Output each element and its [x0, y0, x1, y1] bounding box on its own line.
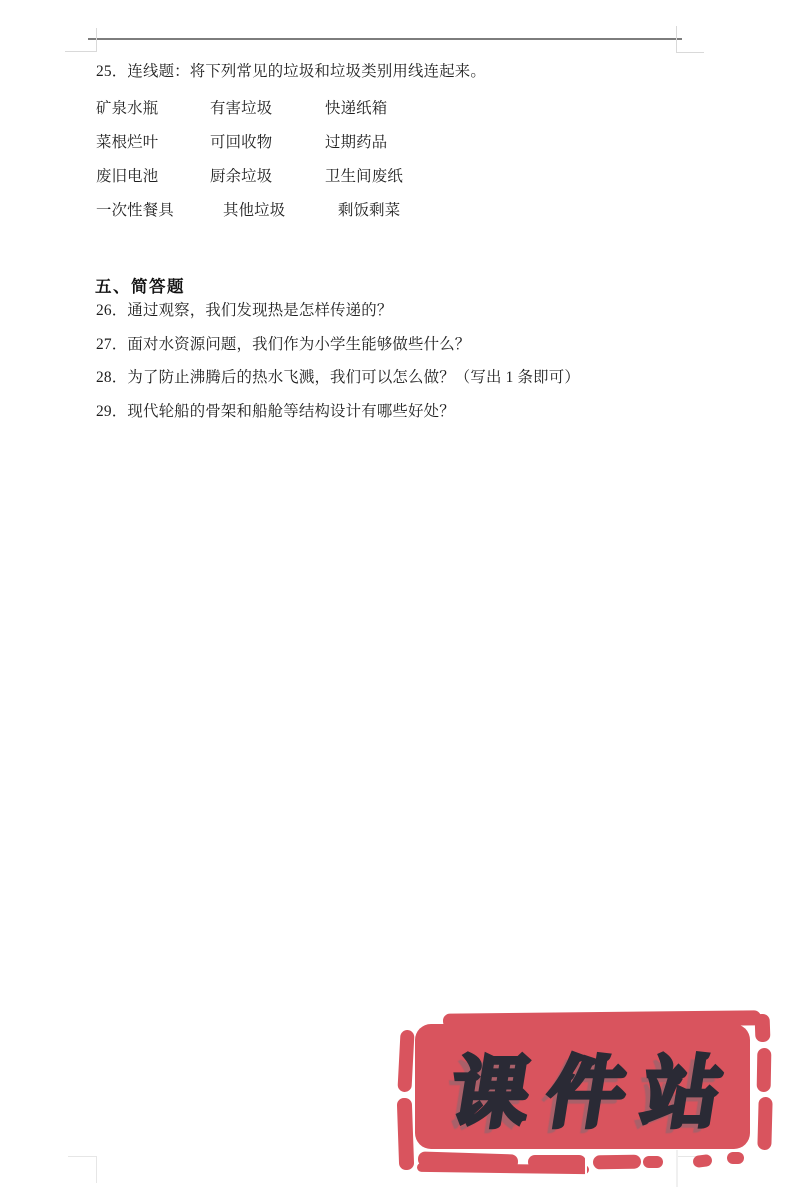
- garbage-category: 有害垃圾: [210, 100, 273, 117]
- garbage-item: 快递纸箱: [325, 100, 388, 117]
- garbage-category: 其他垃圾: [223, 202, 286, 219]
- question-28: 28．为了防止沸腾后的热水飞溅，我们可以怎么做？（写出 1 条即可）: [96, 369, 580, 386]
- stamp-frame-left: [397, 1030, 414, 1093]
- margin-mark-bottom-right-v: [676, 1150, 678, 1187]
- question-26: 26．通过观察，我们发现热是怎样传递的？: [96, 302, 393, 319]
- question-25: 25．连线题：将下列常见的垃圾和垃圾类别用线连起来。: [96, 63, 486, 80]
- kejianzhan-watermark-stamp: [393, 1000, 783, 1195]
- stamp-frame-bottom: [417, 1163, 589, 1174]
- section-title: 五、简答题: [95, 278, 185, 296]
- question-29: 29．现代轮船的骨架和船舱等结构设计有哪些好处？: [96, 403, 455, 420]
- garbage-category: 可回收物: [210, 134, 273, 151]
- garbage-item: 一次性餐具: [96, 202, 174, 219]
- margin-mark-bottom-left-v: [96, 1156, 97, 1183]
- garbage-item: 剩饭剩菜: [338, 202, 401, 219]
- margin-mark-top-left-h: [65, 51, 97, 52]
- margin-mark-top-right-h: [676, 52, 704, 53]
- garbage-item: 过期药品: [325, 134, 388, 151]
- garbage-item: 矿泉水瓶: [96, 100, 159, 117]
- matching-row: [96, 96, 516, 117]
- stamp-frame-bottom: [692, 1154, 712, 1169]
- garbage-category: 厨余垃圾: [210, 168, 273, 185]
- question-27: 27．面对水资源问题，我们作为小学生能够做些什么？: [96, 336, 471, 353]
- stamp-frame-bottom: [593, 1155, 641, 1170]
- stamp-text: 课件站: [444, 1048, 747, 1139]
- margin-mark-bottom-left-h: [68, 1156, 97, 1157]
- garbage-item: 卫生间废纸: [325, 168, 403, 185]
- margin-mark-top-right-v: [676, 26, 677, 52]
- stamp-frame-bottom: [727, 1152, 744, 1164]
- matching-row: [96, 164, 516, 185]
- matching-table: [96, 96, 516, 226]
- garbage-item: 菜根烂叶: [96, 134, 159, 151]
- margin-mark-top-left-v: [96, 28, 97, 52]
- page-seam-line: [585, 1150, 587, 1183]
- matching-row: [96, 130, 516, 151]
- garbage-item: 废旧电池: [96, 168, 159, 185]
- stamp-frame-bottom: [643, 1156, 663, 1168]
- matching-row: [96, 198, 516, 219]
- page-top-edge-line: [88, 38, 682, 40]
